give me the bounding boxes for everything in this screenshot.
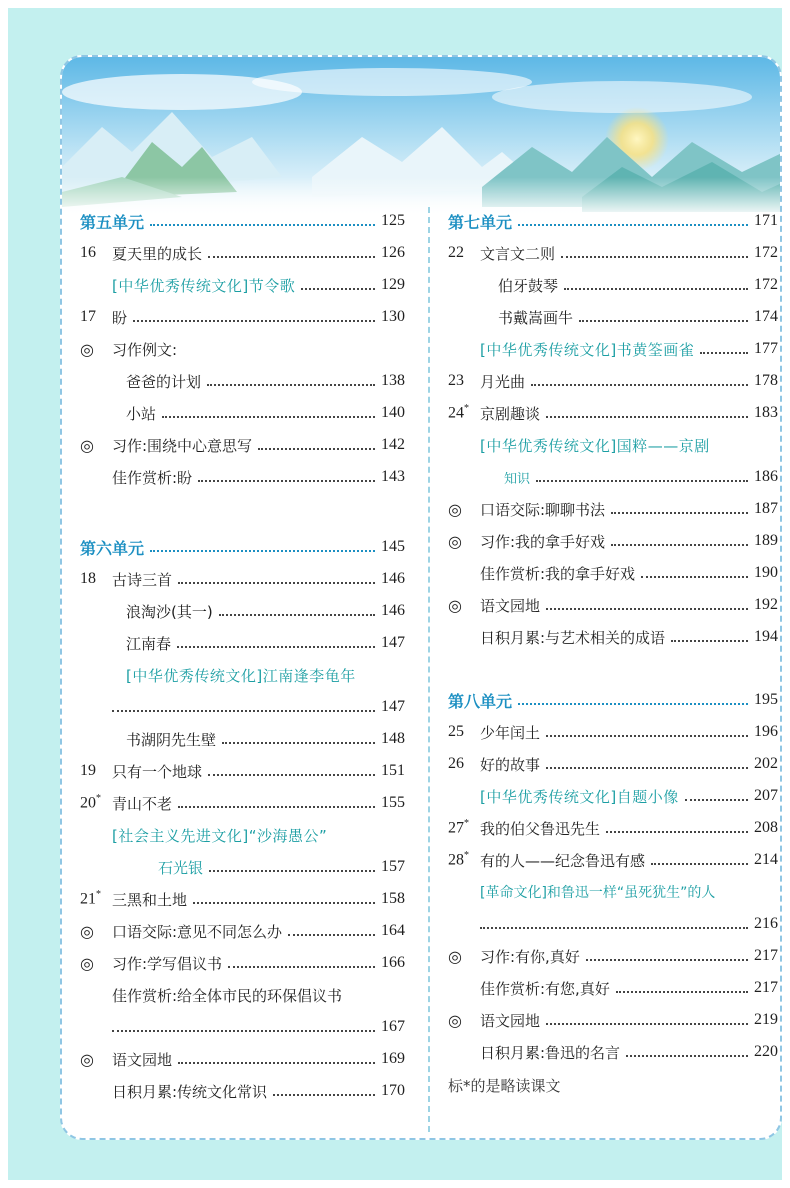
toc-entry[interactable]: [126, 660, 405, 690]
bullet-symbol: ◎: [448, 1010, 462, 1030]
toc-entry[interactable]: [112, 462, 405, 492]
lesson-number: 24*: [448, 403, 469, 422]
dot-leader: [228, 966, 375, 968]
page-number: 171: [754, 212, 778, 229]
dot-leader: [480, 927, 748, 929]
page-number: 195: [754, 691, 778, 708]
lesson-title: 青山不老: [112, 794, 173, 813]
page-number: 164: [381, 922, 405, 939]
lesson-title: 语文园地: [112, 1050, 173, 1069]
lesson-title: 口语交际:意见不同怎么办: [112, 922, 283, 941]
page-number: 140: [381, 404, 405, 421]
bullet-symbol: ◎: [448, 595, 462, 615]
dot-leader: [133, 320, 375, 322]
toc-unit-8[interactable]: [448, 685, 778, 715]
lesson-title: 江南春: [126, 634, 172, 653]
dot-leader: [288, 934, 375, 936]
lesson-title: 伯牙鼓琴: [498, 276, 559, 295]
dot-leader: [531, 384, 748, 386]
page-number: 125: [381, 212, 405, 229]
lesson-title: 古诗三首: [112, 570, 173, 589]
lesson-title: [中华优秀传统文化]书黄筌画雀: [480, 340, 695, 359]
bullet-symbol: ◎: [80, 339, 94, 359]
lesson-title: 文言文二则: [480, 244, 556, 263]
page-number: 130: [381, 308, 405, 325]
toc-entry[interactable]: [80, 238, 405, 268]
dot-leader: [546, 608, 748, 610]
page-number: 216: [754, 915, 778, 932]
toc-entry[interactable]: [448, 590, 778, 620]
page-number: 194: [754, 628, 778, 645]
toc-page: [60, 55, 782, 1140]
lesson-number: 16: [80, 244, 96, 261]
toc-entry[interactable]: [448, 494, 778, 524]
lesson-number: 18: [80, 570, 96, 587]
page-number: 220: [754, 1043, 778, 1060]
toc-entry[interactable]: [126, 398, 405, 428]
page-number: 186: [754, 468, 778, 485]
page-number: 189: [754, 532, 778, 549]
dot-leader: [207, 384, 375, 386]
toc-unit-7[interactable]: [448, 206, 778, 236]
dot-leader: [564, 288, 748, 290]
toc-entry[interactable]: [480, 334, 778, 364]
dot-leader: [561, 256, 748, 258]
dot-leader: [112, 1030, 375, 1032]
dot-leader: [301, 288, 375, 290]
dot-leader: [671, 640, 748, 642]
page-number: 170: [381, 1082, 405, 1099]
bullet-symbol: ◎: [448, 946, 462, 966]
lesson-number: 20*: [80, 793, 101, 812]
lesson-title: 只有一个地球: [112, 762, 203, 781]
toc-entry[interactable]: [480, 973, 778, 1003]
page-number: 219: [754, 1011, 778, 1028]
lesson-title: 习作:有你,真好: [480, 947, 580, 966]
toc-entry[interactable]: [480, 877, 778, 907]
toc-entry[interactable]: [448, 941, 778, 971]
page-number: 178: [754, 372, 778, 389]
toc-entry[interactable]: [80, 564, 405, 594]
dot-leader: [700, 352, 748, 354]
dot-leader: [546, 1023, 748, 1025]
toc-entry[interactable]: [80, 302, 405, 332]
toc-entry[interactable]: [80, 884, 405, 914]
page-number: 177: [754, 340, 778, 357]
toc-entry[interactable]: [112, 820, 405, 850]
lesson-number: 23: [448, 372, 464, 389]
page-number: 169: [381, 1050, 405, 1067]
lesson-title: 语文园地: [480, 1011, 541, 1030]
dot-leader: [546, 767, 748, 769]
toc-entry[interactable]: [498, 270, 778, 300]
page-number: 192: [754, 596, 778, 613]
lesson-title: 小站: [126, 404, 157, 423]
toc-entry[interactable]: [448, 398, 778, 428]
mountain-landscape-illustration: [62, 57, 782, 217]
toc-entry-continued[interactable]: [504, 462, 778, 492]
toc-entry-continued[interactable]: [158, 852, 405, 882]
dot-leader: [177, 646, 375, 648]
dot-leader: [178, 582, 375, 584]
lesson-title: 语文园地: [480, 596, 541, 615]
dot-leader: [518, 703, 748, 705]
toc-entry[interactable]: [448, 238, 778, 268]
dot-leader: [518, 224, 748, 226]
dot-leader: [546, 735, 748, 737]
page-number: 158: [381, 890, 405, 907]
toc-entry[interactable]: [126, 724, 405, 754]
lesson-title: 日积月累:与艺术相关的成语: [480, 628, 666, 647]
lesson-title: 有的人——纪念鲁迅有感: [480, 851, 646, 870]
page-number: 147: [381, 698, 405, 715]
page-number: 166: [381, 954, 405, 971]
dot-leader: [178, 806, 375, 808]
toc-entry[interactable]: [480, 781, 778, 811]
page-number: 145: [381, 538, 405, 555]
dot-leader: [579, 320, 748, 322]
toc-entry[interactable]: [448, 813, 778, 843]
bullet-symbol: ◎: [80, 435, 94, 455]
page-number: 174: [754, 308, 778, 325]
dot-leader: [198, 480, 375, 482]
lesson-title: [社会主义先进文化]“沙海愚公”: [112, 826, 328, 845]
dot-leader: [219, 614, 375, 616]
lesson-title: 三黑和土地: [112, 890, 188, 909]
lesson-number: 26: [448, 755, 464, 772]
lesson-title: 日积月累:鲁迅的名言: [480, 1043, 621, 1062]
toc-entry[interactable]: [80, 430, 405, 460]
toc-entry[interactable]: [448, 526, 778, 556]
lesson-number: 19: [80, 762, 96, 779]
page-number: 151: [381, 762, 405, 779]
toc-entry[interactable]: [480, 558, 778, 588]
toc-entry[interactable]: [112, 1076, 405, 1106]
dot-leader: [150, 550, 375, 552]
skim-reading-star: *: [464, 850, 469, 862]
unit-title: 第六单元: [80, 538, 145, 558]
page-number: 187: [754, 500, 778, 517]
lesson-number: 25: [448, 723, 464, 740]
dot-leader: [626, 1055, 748, 1057]
page-number: 138: [381, 372, 405, 389]
lesson-title: [中华优秀传统文化]国粹——京剧: [480, 436, 710, 455]
dot-leader: [606, 831, 748, 833]
page-number: 217: [754, 947, 778, 964]
page-number: 196: [754, 723, 778, 740]
lesson-number: 22: [448, 244, 464, 261]
toc-entry[interactable]: [448, 366, 778, 396]
dot-leader: [651, 863, 748, 865]
page-number: 146: [381, 570, 405, 587]
lesson-title: 书湖阴先生壁: [126, 730, 217, 749]
page-number: 157: [381, 858, 405, 875]
page-number: 217: [754, 979, 778, 996]
dot-leader: [209, 870, 375, 872]
toc-entry[interactable]: [80, 756, 405, 786]
skim-reading-star: *: [96, 793, 101, 805]
page-number: 202: [754, 755, 778, 772]
toc-entry[interactable]: [80, 788, 405, 818]
page-number: 147: [381, 634, 405, 651]
dot-leader: [641, 576, 748, 578]
lesson-title: 习作例文:: [112, 340, 178, 359]
toc-entry[interactable]: [80, 916, 405, 946]
unit-title: 第七单元: [448, 212, 513, 232]
lesson-title: 习作:学写倡议书: [112, 954, 223, 973]
dot-leader: [273, 1094, 375, 1096]
page-number: 129: [381, 276, 405, 293]
skim-reading-star: *: [96, 889, 101, 901]
dot-leader: [616, 991, 748, 993]
lesson-title: 夏天里的成长: [112, 244, 203, 263]
toc-unit-6[interactable]: [80, 532, 405, 562]
page-number: 126: [381, 244, 405, 261]
lesson-title: [中华优秀传统文化]节令歌: [112, 276, 296, 295]
bullet-symbol: ◎: [448, 499, 462, 519]
lesson-title: 浪淘沙(其一): [126, 602, 213, 621]
lesson-number: 28*: [448, 850, 469, 869]
toc-entry[interactable]: [112, 270, 405, 300]
toc-entry[interactable]: [80, 948, 405, 978]
lesson-title: [革命文化]和鲁迅一样“虽死犹生”的人: [480, 885, 716, 901]
toc-entry[interactable]: [126, 366, 405, 396]
toc-entry[interactable]: [448, 717, 778, 747]
bullet-symbol: ◎: [448, 531, 462, 551]
lesson-title: 日积月累:传统文化常识: [112, 1082, 268, 1101]
page-number: 155: [381, 794, 405, 811]
lesson-title: [中华优秀传统文化]江南逢李龟年: [126, 666, 356, 685]
lesson-title: 佳作赏析:盼: [112, 468, 193, 487]
skim-reading-star: *: [464, 403, 469, 415]
lesson-title: 口语交际:聊聊书法: [480, 500, 606, 519]
unit-title: 第八单元: [448, 691, 513, 711]
toc-unit-5[interactable]: [80, 206, 405, 236]
page-number: 172: [754, 276, 778, 293]
toc-entry-continued[interactable]: [112, 1012, 405, 1042]
lesson-title: 好的故事: [480, 755, 541, 774]
toc-entry[interactable]: [448, 1005, 778, 1035]
lesson-title: [中华优秀传统文化]自题小像: [480, 787, 679, 806]
lesson-title: 知识: [504, 471, 531, 487]
lesson-title: 佳作赏析:我的拿手好戏: [480, 564, 636, 583]
dot-leader: [208, 256, 375, 258]
lesson-title: 佳作赏析:给全体市民的环保倡议书: [112, 986, 343, 1005]
page-number: 172: [754, 244, 778, 261]
dot-leader: [162, 416, 375, 418]
toc-entry[interactable]: [480, 1037, 778, 1067]
toc-entry[interactable]: [126, 628, 405, 658]
lesson-title: 爸爸的计划: [126, 372, 202, 391]
page-number: 146: [381, 602, 405, 619]
lesson-title: 石光银: [158, 858, 204, 877]
dot-leader: [208, 774, 375, 776]
lesson-number: 21*: [80, 889, 101, 908]
dot-leader: [193, 902, 375, 904]
dot-leader: [546, 416, 748, 418]
unit-title: 第五单元: [80, 212, 145, 232]
lesson-title: 月光曲: [480, 372, 526, 391]
dot-leader: [112, 710, 375, 712]
dot-leader: [258, 448, 375, 450]
bullet-symbol: ◎: [80, 921, 94, 941]
page-number: 207: [754, 787, 778, 804]
lesson-number: 17: [80, 308, 96, 325]
lesson-title: 佳作赏析:有您,真好: [480, 979, 610, 998]
lesson-title: 少年闰土: [480, 723, 541, 742]
toc-entry[interactable]: [480, 622, 778, 652]
dot-leader: [611, 544, 748, 546]
page-number: 214: [754, 851, 778, 868]
toc-entry[interactable]: [448, 749, 778, 779]
lesson-title: 京剧趣谈: [480, 404, 541, 423]
dot-leader: [178, 1062, 375, 1064]
lesson-title: 我的伯父鲁迅先生: [480, 819, 601, 838]
bullet-symbol: ◎: [80, 1049, 94, 1069]
toc-entry[interactable]: [126, 596, 405, 626]
toc-entry[interactable]: [480, 430, 778, 460]
page-number: 208: [754, 819, 778, 836]
dot-leader: [586, 959, 748, 961]
toc-entry[interactable]: [448, 845, 778, 875]
lesson-title: 习作:我的拿手好戏: [480, 532, 606, 551]
lesson-title: 书戴嵩画牛: [498, 308, 574, 327]
lesson-title: 盼: [112, 308, 128, 327]
bullet-symbol: ◎: [80, 953, 94, 973]
toc-entry[interactable]: [80, 1044, 405, 1074]
page-number: 143: [381, 468, 405, 485]
page-number: 183: [754, 404, 778, 421]
page-number: 167: [381, 1018, 405, 1035]
toc-entry[interactable]: [112, 980, 405, 1010]
mountain-banner: [62, 57, 782, 217]
skim-reading-star: *: [464, 818, 469, 830]
lesson-number: 27*: [448, 818, 469, 837]
page-number: 148: [381, 730, 405, 747]
toc-entry-continued[interactable]: [480, 909, 778, 939]
toc-entry[interactable]: [498, 302, 778, 332]
footnote: 标*的是略读课文: [448, 1077, 561, 1095]
dot-leader: [150, 224, 375, 226]
dot-leader: [685, 799, 748, 801]
lesson-title: 习作:围绕中心意思写: [112, 436, 253, 455]
toc-entry[interactable]: [80, 334, 405, 364]
column-divider: [428, 207, 430, 1132]
page-number: 190: [754, 564, 778, 581]
dot-leader: [536, 480, 748, 482]
dot-leader: [611, 512, 748, 514]
dot-leader: [222, 742, 375, 744]
page-number: 142: [381, 436, 405, 453]
toc-entry-continued[interactable]: [112, 692, 405, 722]
